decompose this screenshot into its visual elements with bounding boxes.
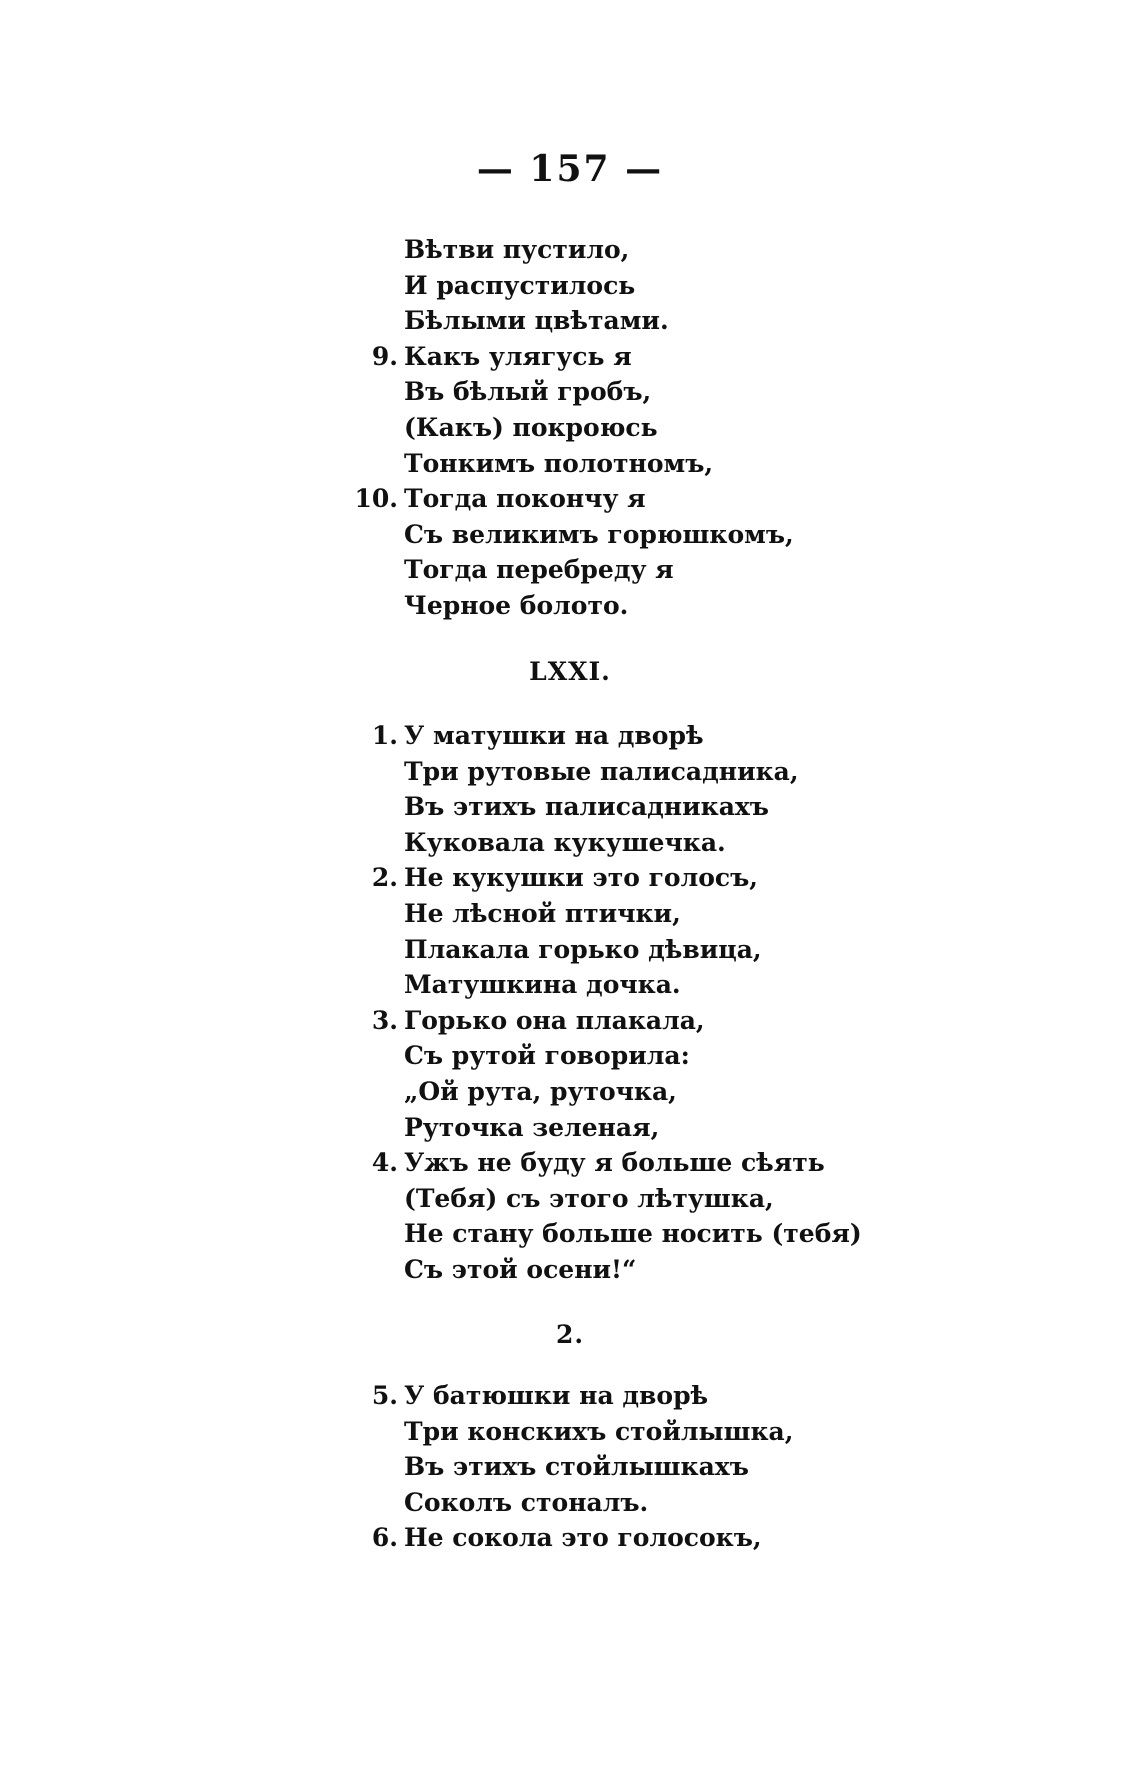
verse-text: Въ этихъ палисадникахъ — [404, 792, 769, 822]
verse-line — [404, 232, 1104, 268]
verse-text: Съ великимъ горюшкомъ, — [404, 519, 794, 549]
verse-text: „Ой рута, руточка, — [404, 1076, 677, 1106]
verse-line — [404, 1414, 1104, 1450]
verse-line — [404, 268, 1104, 304]
verse-line — [404, 1252, 1104, 1288]
verse-text: Куковала кукушечка. — [404, 827, 726, 857]
stanza-number: 10. — [354, 484, 398, 514]
verse-text: И распустилось — [404, 270, 636, 300]
verse-text: (Какъ) покроюсь — [404, 412, 658, 442]
stanza-number: 4. — [371, 1148, 398, 1178]
stanza-number: 1. — [371, 721, 398, 750]
verse-text: Три конскихъ стойлышка, — [404, 1416, 794, 1446]
verse-text: Съ рутой говорила: — [404, 1041, 690, 1071]
verse-line — [404, 517, 1104, 553]
verse-text: Съ этой осени!“ — [404, 1254, 637, 1284]
stanza-number: 3. — [371, 1005, 398, 1035]
verse-line — [404, 374, 1104, 410]
verse-text: (Тебя) съ этого лѣтушка, — [404, 1183, 774, 1213]
verse-line — [404, 1485, 1104, 1521]
poem-block-lxxi-part-1 — [371, 718, 1104, 1288]
verse-text: Не стану больше носить (тебя) — [404, 1219, 862, 1249]
verse-text: Руточка зеленая, — [404, 1112, 660, 1142]
verse-line — [404, 1216, 1104, 1252]
verse-text: Не кукушки это голосъ, — [404, 863, 759, 893]
verse-line — [404, 1038, 1104, 1074]
verse-line — [404, 967, 1104, 1003]
verse-text: У матушки на дворѣ — [404, 721, 704, 750]
verse-text: Не лѣсной птички, — [404, 898, 681, 928]
verse-text: Какъ улягусь я — [404, 341, 632, 371]
verse-line — [371, 1145, 1104, 1181]
verse-line — [371, 1378, 1104, 1414]
verse-text: Бѣлыми цвѣтами. — [404, 306, 669, 336]
verse-line — [354, 481, 1104, 517]
verse-line — [404, 303, 1104, 339]
verse-line — [371, 1520, 1104, 1556]
stanza-number: 5. — [371, 1381, 398, 1410]
verse-text: Тонкимъ полотномъ, — [404, 448, 714, 478]
verse-line — [404, 1181, 1104, 1217]
verse-text: У батюшки на дворѣ — [404, 1381, 709, 1410]
page-number: — 157 — — [476, 148, 664, 190]
verse-text: Вѣтви пустило, — [404, 235, 630, 264]
verse-text: Въ этихъ стойлышкахъ — [404, 1452, 749, 1482]
verse-line — [371, 718, 1104, 754]
poem-block-continued — [354, 232, 1104, 624]
poem-block-lxxi-part-2 — [371, 1378, 1104, 1556]
verse-text: Тогда покончу я — [404, 484, 646, 514]
verse-line — [404, 410, 1104, 446]
verse-line — [404, 1449, 1104, 1485]
verse-text: Въ бѣлый гробъ, — [404, 377, 652, 407]
verse-line — [404, 1110, 1104, 1146]
section-heading-lxxi: LXXI. — [529, 657, 611, 686]
verse-text: Черное болото. — [404, 590, 629, 620]
verse-line — [404, 552, 1104, 588]
verse-text: Плакала горько дѣвица, — [404, 934, 762, 964]
verse-line — [371, 339, 1104, 375]
verse-line — [404, 588, 1104, 624]
verse-line — [404, 896, 1104, 932]
verse-line — [404, 754, 1104, 790]
verse-text: Ужъ не буду я больше сѣять — [404, 1148, 825, 1178]
verse-text: Соколъ стоналъ. — [404, 1487, 649, 1517]
verse-text: Матушкина дочка. — [404, 970, 681, 1000]
verse-line — [404, 789, 1104, 825]
verse-line — [404, 932, 1104, 968]
verse-text: Тогда перебреду я — [404, 555, 674, 585]
stanza-number: 2. — [371, 863, 398, 893]
verse-line — [371, 1003, 1104, 1039]
verse-line — [371, 860, 1104, 896]
verse-line — [404, 825, 1104, 861]
verse-text: Не сокола это голосокъ, — [404, 1523, 762, 1553]
stanza-number: 6. — [371, 1523, 398, 1553]
verse-text: Горько она плакала, — [404, 1005, 705, 1035]
verse-line — [404, 1074, 1104, 1110]
section-heading-part-2: 2. — [555, 1320, 585, 1349]
verse-text: Три рутовые палисадника, — [404, 756, 799, 786]
stanza-number: 9. — [371, 341, 398, 371]
verse-line — [404, 446, 1104, 482]
